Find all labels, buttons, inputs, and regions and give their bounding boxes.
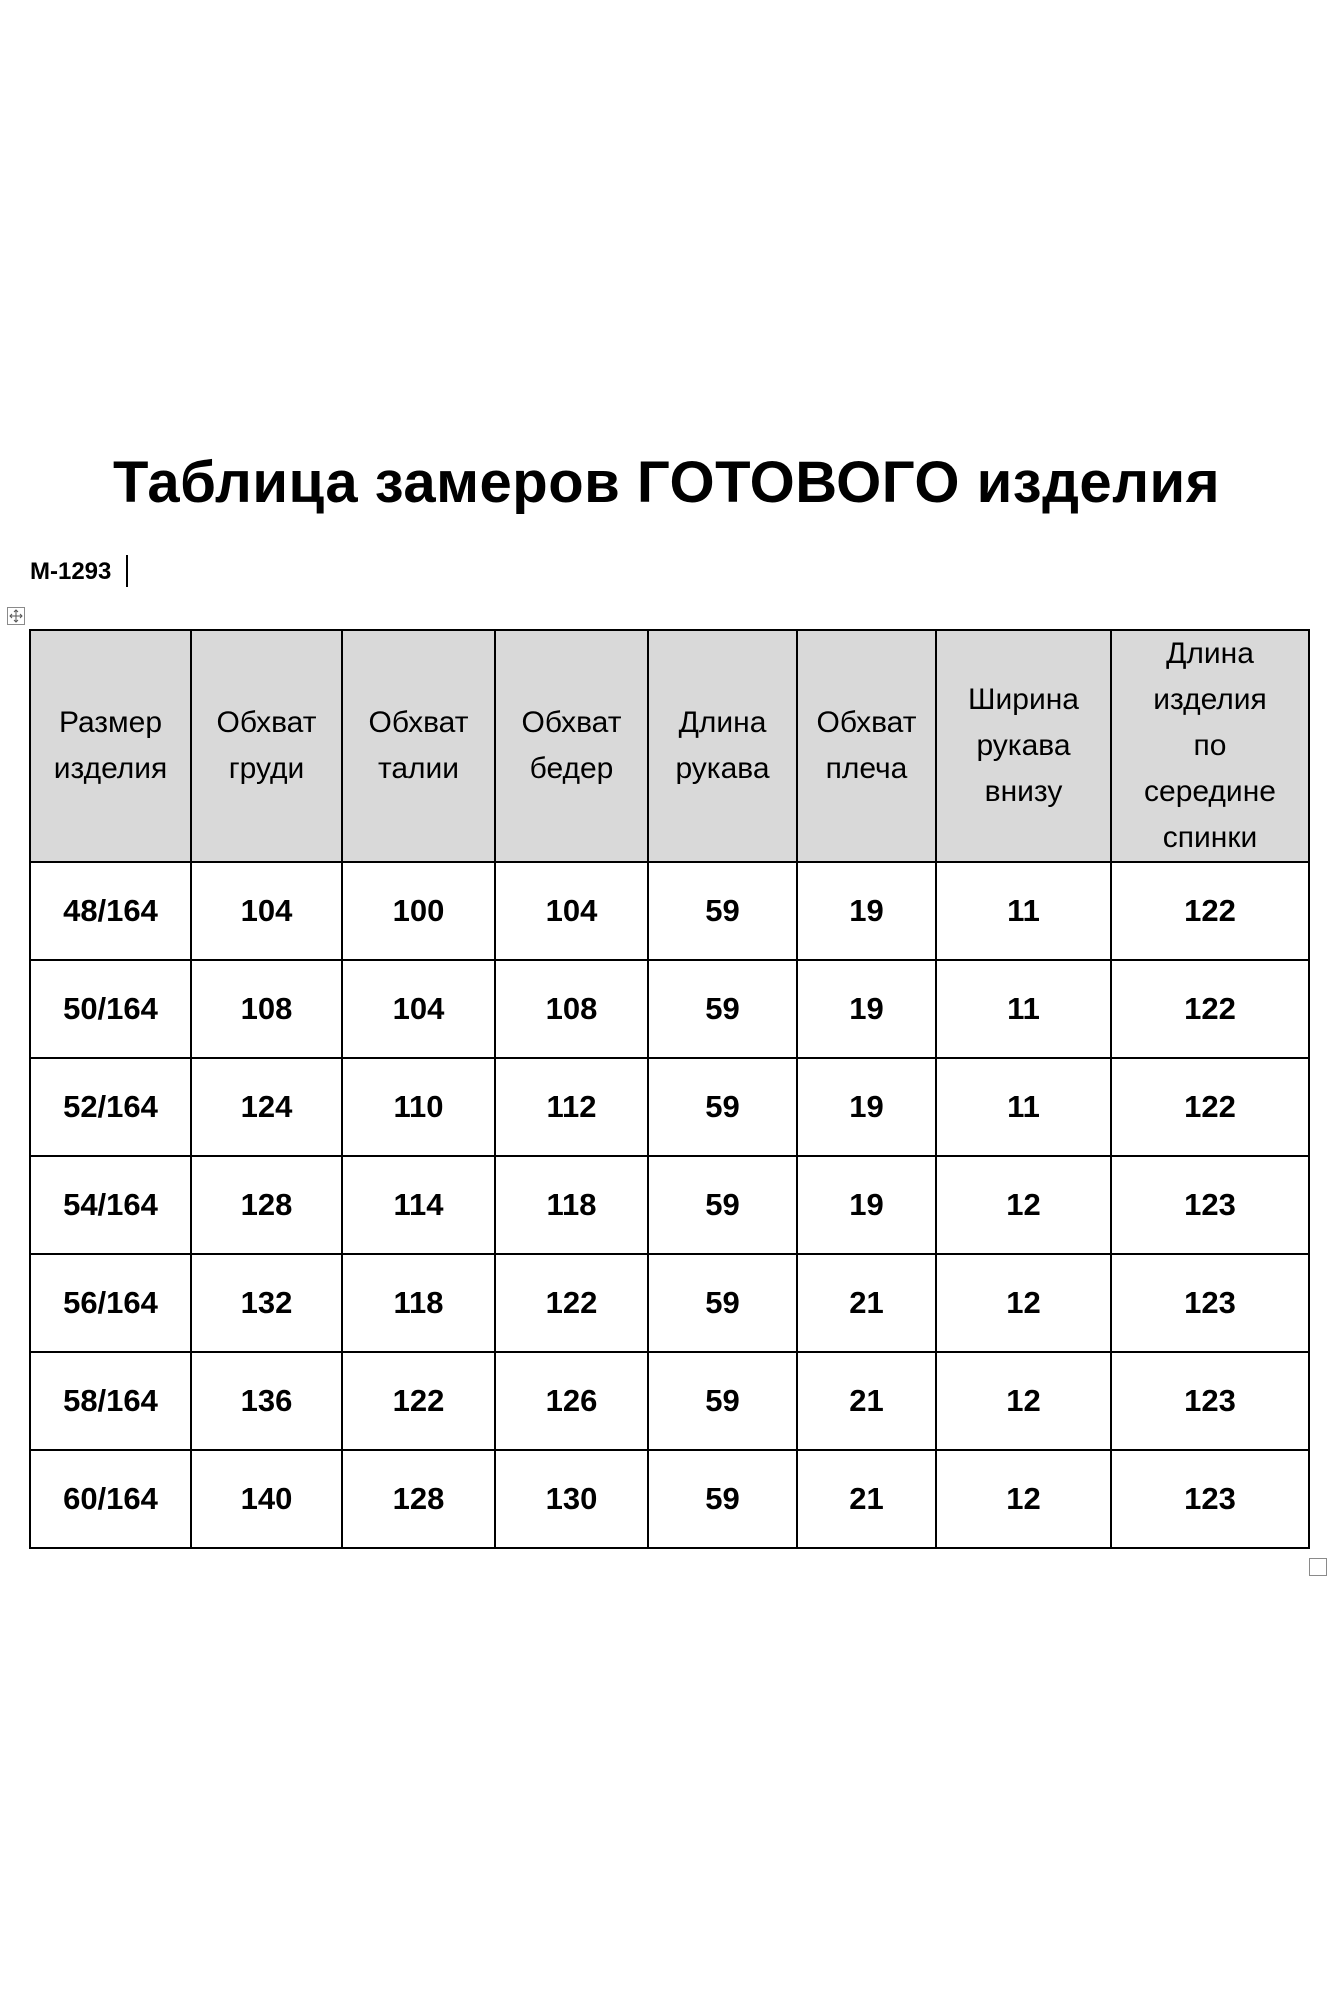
table-cell: 59 xyxy=(648,1352,797,1450)
header-cell-shoulder: Обхват плеча xyxy=(797,630,936,862)
table-cell: 50/164 xyxy=(30,960,191,1058)
text-cursor xyxy=(126,555,128,587)
table-cell: 130 xyxy=(495,1450,648,1548)
table-cell: 123 xyxy=(1111,1156,1309,1254)
table-cell: 59 xyxy=(648,960,797,1058)
table-cell: 112 xyxy=(495,1058,648,1156)
table-cell: 122 xyxy=(1111,960,1309,1058)
table-cell: 12 xyxy=(936,1450,1111,1548)
table-row xyxy=(30,862,1309,960)
table-cell: 60/164 xyxy=(30,1450,191,1548)
table-cell: 132 xyxy=(191,1254,342,1352)
table-cell: 136 xyxy=(191,1352,342,1450)
page-title: Таблица замеров ГОТОВОГО изделия xyxy=(112,450,1221,515)
table-cell: 123 xyxy=(1111,1450,1309,1548)
document-code: М-1293 xyxy=(30,558,112,585)
table-cell: 21 xyxy=(797,1254,936,1352)
table-cell: 59 xyxy=(648,1156,797,1254)
table-cell: 104 xyxy=(191,862,342,960)
table-cell: 108 xyxy=(191,960,342,1058)
table-cell: 100 xyxy=(342,862,495,960)
header-cell-chest: Обхват груди xyxy=(191,630,342,862)
table-cell: 114 xyxy=(342,1156,495,1254)
table-row xyxy=(30,1450,1309,1548)
table-cell: 122 xyxy=(1111,862,1309,960)
table-cell: 123 xyxy=(1111,1254,1309,1352)
table-row xyxy=(30,960,1309,1058)
table-header-row xyxy=(30,630,1309,862)
header-cell-sleeve-width: Ширина рукава внизу xyxy=(936,630,1111,862)
table-cell: 56/164 xyxy=(30,1254,191,1352)
table-cell: 122 xyxy=(1111,1058,1309,1156)
size-table xyxy=(29,629,1310,1549)
table-row xyxy=(30,1058,1309,1156)
table-cell: 108 xyxy=(495,960,648,1058)
table-cell: 128 xyxy=(191,1156,342,1254)
header-cell-size: Размер изделия xyxy=(30,630,191,862)
move-arrows-icon xyxy=(8,608,24,624)
table-cell: 140 xyxy=(191,1450,342,1548)
table-cell: 59 xyxy=(648,1254,797,1352)
header-cell-waist: Обхват талии xyxy=(342,630,495,862)
table-cell: 126 xyxy=(495,1352,648,1450)
table-cell: 104 xyxy=(342,960,495,1058)
table-cell: 58/164 xyxy=(30,1352,191,1450)
table-cell: 59 xyxy=(648,1450,797,1548)
table-cell: 118 xyxy=(342,1254,495,1352)
table-cell: 12 xyxy=(936,1254,1111,1352)
table-cell: 122 xyxy=(495,1254,648,1352)
table-cell: 122 xyxy=(342,1352,495,1450)
table-row xyxy=(30,1352,1309,1450)
table-cell: 19 xyxy=(797,862,936,960)
table-move-handle-icon[interactable] xyxy=(7,607,25,625)
table-cell: 59 xyxy=(648,862,797,960)
table-cell: 11 xyxy=(936,862,1111,960)
table-cell: 124 xyxy=(191,1058,342,1156)
header-cell-hips: Обхват бедер xyxy=(495,630,648,862)
table-cell: 19 xyxy=(797,960,936,1058)
table-cell: 12 xyxy=(936,1156,1111,1254)
table-row xyxy=(30,1156,1309,1254)
table-cell: 59 xyxy=(648,1058,797,1156)
table-resize-handle-icon[interactable] xyxy=(1309,1558,1327,1576)
table-cell: 11 xyxy=(936,1058,1111,1156)
header-cell-sleeve-length: Длина рукава xyxy=(648,630,797,862)
table-row xyxy=(30,1254,1309,1352)
table-cell: 52/164 xyxy=(30,1058,191,1156)
table-cell: 123 xyxy=(1111,1352,1309,1450)
table-cell: 48/164 xyxy=(30,862,191,960)
table-cell: 110 xyxy=(342,1058,495,1156)
table-cell: 11 xyxy=(936,960,1111,1058)
table-cell: 19 xyxy=(797,1058,936,1156)
table-cell: 19 xyxy=(797,1156,936,1254)
header-cell-back-length: Длина изделия по середине спинки xyxy=(1111,630,1309,862)
table-cell: 54/164 xyxy=(30,1156,191,1254)
table-cell: 118 xyxy=(495,1156,648,1254)
table-cell: 104 xyxy=(495,862,648,960)
table-cell: 21 xyxy=(797,1450,936,1548)
table-cell: 128 xyxy=(342,1450,495,1548)
table-cell: 12 xyxy=(936,1352,1111,1450)
table-cell: 21 xyxy=(797,1352,936,1450)
